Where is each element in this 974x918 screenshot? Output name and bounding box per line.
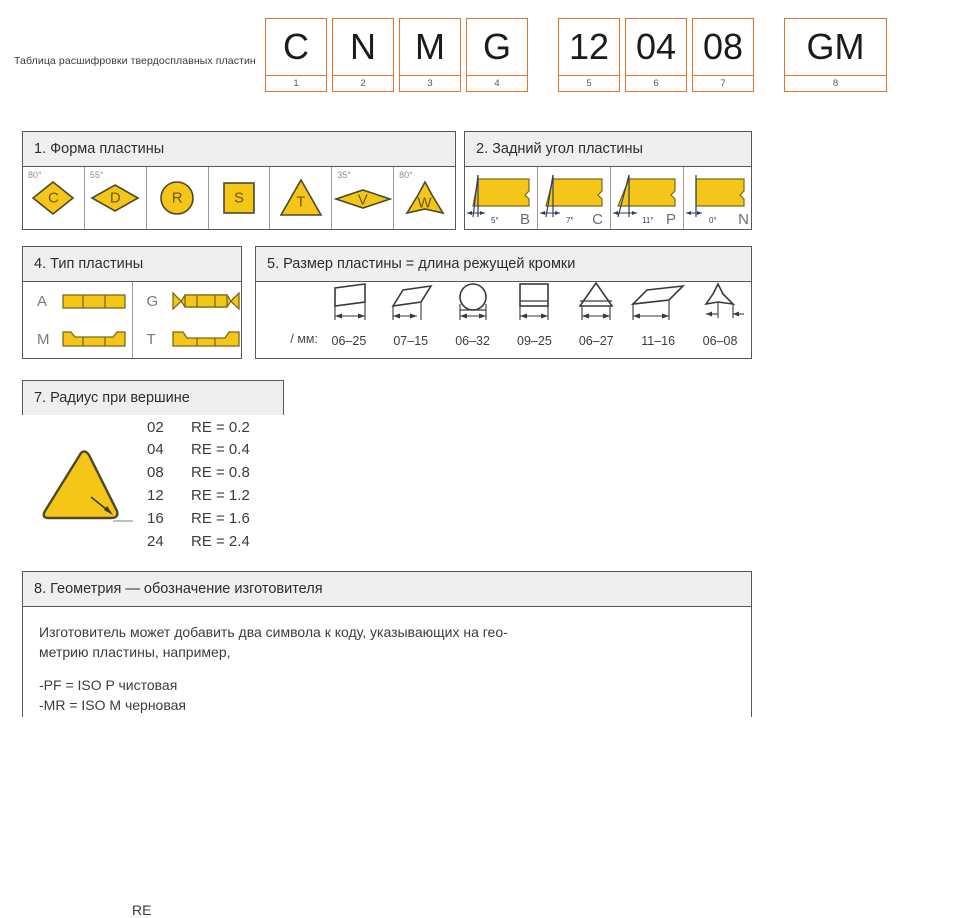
shape-cell-S[interactable] xyxy=(209,167,271,229)
section-5-panel xyxy=(255,246,752,359)
type-M-profile-icon xyxy=(61,328,127,350)
triangle-nose-radius-icon xyxy=(25,435,145,535)
type-letter-A: A xyxy=(37,292,48,310)
type-T-profile-icon xyxy=(171,328,241,350)
size-range-4: 09–25 xyxy=(517,334,552,348)
code-value-7: 08 xyxy=(692,18,754,76)
shape-letter-C: C xyxy=(48,189,59,207)
nose-radius-code-2: 04 xyxy=(147,441,164,459)
size-diamond-80-icon xyxy=(321,280,377,332)
clearance-angle-B: 5° xyxy=(491,216,499,225)
code-value-3: M xyxy=(399,18,461,76)
size-rhombus-55-icon xyxy=(383,280,439,332)
nose-radius-code-3: 08 xyxy=(147,464,164,482)
size-square-icon xyxy=(506,280,562,332)
clearance-cell-N[interactable] xyxy=(684,167,756,229)
size-range-1: 06–25 xyxy=(331,334,367,348)
code-index-8: 8 xyxy=(784,76,887,92)
section-8-example-1: -PF = ISO P чистовая xyxy=(39,676,178,693)
shape-letter-T: T xyxy=(296,193,306,211)
shape-letter-W: W xyxy=(417,194,432,212)
nose-radius-value-2: RE = 0.4 xyxy=(191,441,250,459)
clearance-cell-B[interactable] xyxy=(465,167,538,229)
code-cell-7[interactable] xyxy=(692,18,754,92)
size-item-3[interactable] xyxy=(442,280,504,358)
section-7-header-panel xyxy=(22,380,284,415)
code-index-4: 4 xyxy=(466,76,528,92)
nose-radius-row-2 xyxy=(147,439,250,462)
code-value-6: 04 xyxy=(625,18,687,76)
type-letter-M: M xyxy=(37,330,50,348)
shape-cell-R[interactable] xyxy=(147,167,209,229)
nose-radius-value-5: RE = 1.6 xyxy=(191,509,250,527)
size-item-1[interactable] xyxy=(318,280,380,358)
clearance-angle-C: 7° xyxy=(566,216,574,225)
nose-radius-code-4: 12 xyxy=(147,487,164,504)
size-range-5: 06–27 xyxy=(578,334,614,348)
type-row-M[interactable] xyxy=(23,320,132,358)
size-item-4[interactable] xyxy=(503,280,565,358)
code-value-1: C xyxy=(265,18,327,76)
section-8-paragraph-line1: Изготовитель может добавить два символа к коду, указывающих на гео- xyxy=(39,624,508,640)
nose-radius-value-1: RE = 0.2 xyxy=(191,418,250,436)
code-cell-3[interactable] xyxy=(399,18,461,92)
nose-radius-row-6 xyxy=(147,531,250,554)
type-G-profile-icon xyxy=(171,290,241,312)
nose-radius-value-4: RE = 1.2 xyxy=(191,487,250,504)
code-cell-2[interactable] xyxy=(332,18,394,92)
section-4-panel xyxy=(22,246,242,359)
size-item-6[interactable] xyxy=(627,280,689,358)
code-cell-6[interactable] xyxy=(625,18,687,92)
code-index-6: 6 xyxy=(625,76,687,92)
code-index-1: 1 xyxy=(265,76,327,92)
clearance-cell-C[interactable] xyxy=(538,167,611,229)
section-5-unit-label: / мм: xyxy=(290,332,318,346)
shape-letter-V: V xyxy=(357,191,368,209)
shape-cell-W[interactable] xyxy=(394,167,455,229)
code-index-5: 5 xyxy=(558,76,620,92)
shape-cell-T[interactable] xyxy=(270,167,332,229)
nose-radius-value-3: RE = 0.8 xyxy=(191,464,250,482)
insert-code-row xyxy=(265,18,892,92)
type-row-A[interactable] xyxy=(23,282,132,320)
section-8-paragraph-line2: метрию пластины, например, xyxy=(39,644,231,661)
code-index-2: 2 xyxy=(332,76,394,92)
code-value-2: N xyxy=(332,18,394,76)
clearance-letter-B: B xyxy=(519,211,530,228)
section-5-title: 5. Размер пластины = длина режущей кромки xyxy=(256,247,751,282)
shape-cell-V[interactable] xyxy=(332,167,394,229)
code-index-3: 3 xyxy=(399,76,461,92)
size-round-icon xyxy=(445,280,501,332)
size-item-5[interactable] xyxy=(565,280,627,358)
size-trigon-80-icon xyxy=(692,280,748,332)
code-value-5: 12 xyxy=(558,18,620,76)
shape-angle-D: 55° xyxy=(89,170,104,180)
code-cell-1[interactable] xyxy=(265,18,327,92)
section-8-title: 8. Геометрия — обозначение изготовителя xyxy=(23,572,751,607)
size-rhombus-35-icon xyxy=(627,280,689,332)
type-letter-G: G xyxy=(146,292,159,310)
shape-letter-S: S xyxy=(233,189,245,207)
code-value-8: GM xyxy=(784,18,887,76)
size-range-7: 06–08 xyxy=(702,334,738,348)
type-row-G[interactable] xyxy=(133,282,242,320)
section-2-panel xyxy=(464,131,752,230)
shape-angle-C: 80° xyxy=(28,170,42,180)
size-range-6: 11–16 xyxy=(641,334,676,348)
shape-angle-V: 35° xyxy=(337,170,351,180)
type-row-T[interactable] xyxy=(133,320,242,358)
code-cell-5[interactable] xyxy=(558,18,620,92)
section-7-title: 7. Радиус при вершине xyxy=(23,381,283,416)
code-index-7: 7 xyxy=(692,76,754,92)
type-col-right xyxy=(133,282,242,358)
nose-radius-row-5 xyxy=(147,508,250,531)
nose-radius-code-6: 24 xyxy=(147,532,164,550)
type-letter-T: T xyxy=(146,330,156,348)
size-item-7[interactable] xyxy=(689,280,751,358)
type-col-left xyxy=(23,282,133,358)
size-triangle-icon xyxy=(568,280,624,332)
nose-radius-row-1 xyxy=(147,417,250,440)
section-1-panel xyxy=(22,131,456,230)
page-caption: Таблица расшифровки твердосплавных пластин xyxy=(14,55,256,67)
clearance-letter-C: C xyxy=(592,211,603,228)
shape-angle-W: 80° xyxy=(399,170,413,180)
nose-radius-row-3 xyxy=(147,462,250,485)
code-cell-8[interactable] xyxy=(784,18,887,92)
code-cell-4[interactable] xyxy=(466,18,528,92)
section-8-example-2: -MR = ISO M черновая xyxy=(39,696,186,713)
type-A-profile-icon xyxy=(61,290,127,312)
size-range-3: 06–32 xyxy=(455,334,490,348)
clearance-angle-N: 0° xyxy=(709,216,717,225)
shape-cell-D[interactable] xyxy=(85,167,147,229)
nose-radius-code-1: 02 xyxy=(147,418,164,436)
nose-radius-value-6: RE = 2.4 xyxy=(191,532,250,550)
code-value-4: G xyxy=(466,18,528,76)
re-label: RE xyxy=(132,902,152,918)
section-4-title: 4. Тип пластины xyxy=(23,247,241,282)
shape-letter-R: R xyxy=(171,189,183,207)
size-item-2[interactable] xyxy=(380,280,442,358)
shape-letter-D: D xyxy=(109,189,121,207)
clearance-angle-P: 11° xyxy=(642,216,654,225)
nose-radius-code-5: 16 xyxy=(147,509,164,527)
section-2-title: 2. Задний угол пластины xyxy=(465,132,751,167)
size-range-2: 07–15 xyxy=(393,334,429,348)
section-8-body xyxy=(23,607,751,725)
clearance-letter-N: N xyxy=(738,211,749,228)
section-1-title: 1. Форма пластины xyxy=(23,132,455,167)
clearance-cell-P[interactable] xyxy=(611,167,684,229)
clearance-letter-P: P xyxy=(665,211,676,228)
shape-cell-C[interactable] xyxy=(23,167,85,229)
section-8-panel xyxy=(22,571,752,717)
nose-radius-row-4 xyxy=(147,485,250,508)
nose-radius-list xyxy=(147,417,250,554)
